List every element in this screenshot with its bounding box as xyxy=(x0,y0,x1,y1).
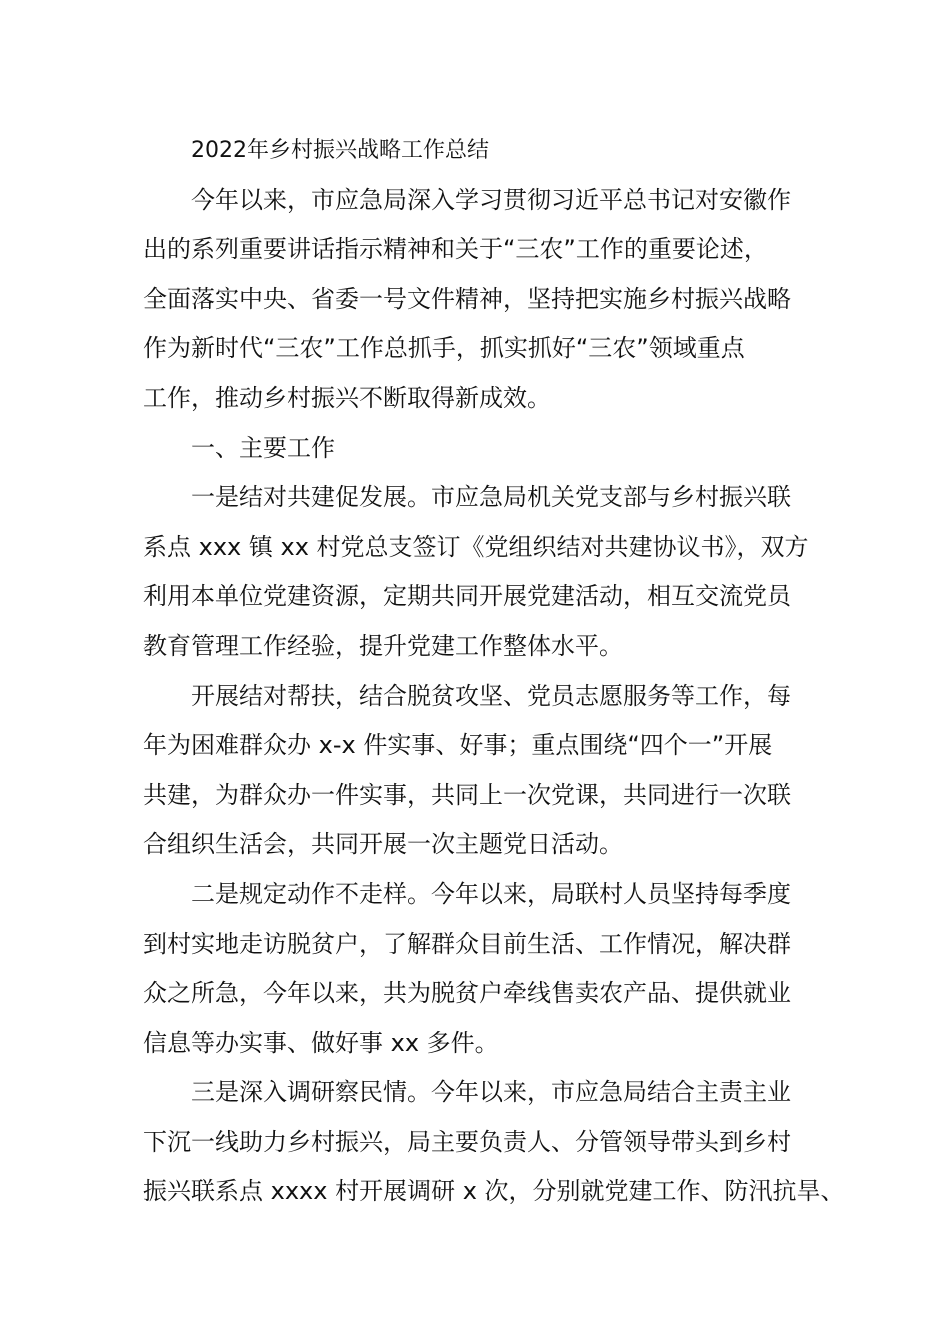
paragraph-line: 众之所急，今年以来，共为脱贫户牵线售卖农产品、提供就业 xyxy=(143,979,791,1008)
paragraph-line: 全面落实中央、省委一号文件精神，坚持把实施乡村振兴战略 xyxy=(143,284,791,313)
paragraph-line: 下沉一线助力乡村振兴，局主要负责人、分管领导带头到乡村 xyxy=(143,1127,791,1156)
paragraph-line: 教育管理工作经验，提升党建工作整体水平。 xyxy=(143,631,623,660)
paragraph-line: 出的系列重要讲话指示精神和关于“三农”工作的重要论述， xyxy=(143,235,768,264)
paragraph-line: 一是结对共建促发展。市应急局机关党支部与乡村振兴联 xyxy=(191,483,791,512)
paragraph-pairing xyxy=(143,473,813,671)
paragraph-line: 利用本单位党建资源，定期共同开展党建活动，相互交流党员 xyxy=(143,582,791,611)
paragraph-line: 到村实地走访脱贫户，了解群众目前生活、工作情况，解决群 xyxy=(143,929,791,958)
paragraph-research xyxy=(143,1068,845,1217)
paragraph-line: 二是规定动作不走样。今年以来，局联村人员坚持每季度 xyxy=(191,879,791,908)
paragraph-line: 今年以来，市应急局深入学习贯彻习近平总书记对安徽作 xyxy=(191,185,791,214)
section-heading-text: 一、主要工作 xyxy=(191,433,335,462)
paragraph-line: 信息等办实事、做好事 xx 多件。 xyxy=(143,1028,499,1057)
paragraph-line: 三是深入调研察民情。今年以来，市应急局结合主责主业 xyxy=(191,1078,791,1107)
paragraph-intro xyxy=(143,176,813,424)
paragraph-line: 年为困难群众办 x-x 件实事、好事；重点围绕“四个一”开展 xyxy=(143,731,773,760)
paragraph-assistance xyxy=(143,672,813,870)
document-title: 2022年乡村振兴战略工作总结 xyxy=(191,138,489,163)
paragraph-line: 工作，推动乡村振兴不断取得新成效。 xyxy=(143,383,551,412)
paragraph-line: 共建，为群众办一件实事，共同上一次党课，共同进行一次联 xyxy=(143,780,791,809)
section-heading xyxy=(143,424,813,474)
paragraph-line: 开展结对帮扶，结合脱贫攻坚、党员志愿服务等工作，每 xyxy=(191,681,791,710)
paragraph-line: 振兴联系点 xxxx 村开展调研 x 次，分别就党建工作、防汛抗旱、 xyxy=(143,1177,845,1206)
paragraph-line: 合组织生活会，共同开展一次主题党日活动。 xyxy=(143,830,623,859)
document-body xyxy=(143,126,845,1217)
paragraph-line: 作为新时代“三农”工作总抓手，抓实抓好“三农”领域重点 xyxy=(143,334,745,363)
paragraph-visits xyxy=(143,870,813,1068)
paragraph-line: 系点 xxx 镇 xx 村党总支签订《党组织结对共建协议书》，双方 xyxy=(143,532,809,561)
